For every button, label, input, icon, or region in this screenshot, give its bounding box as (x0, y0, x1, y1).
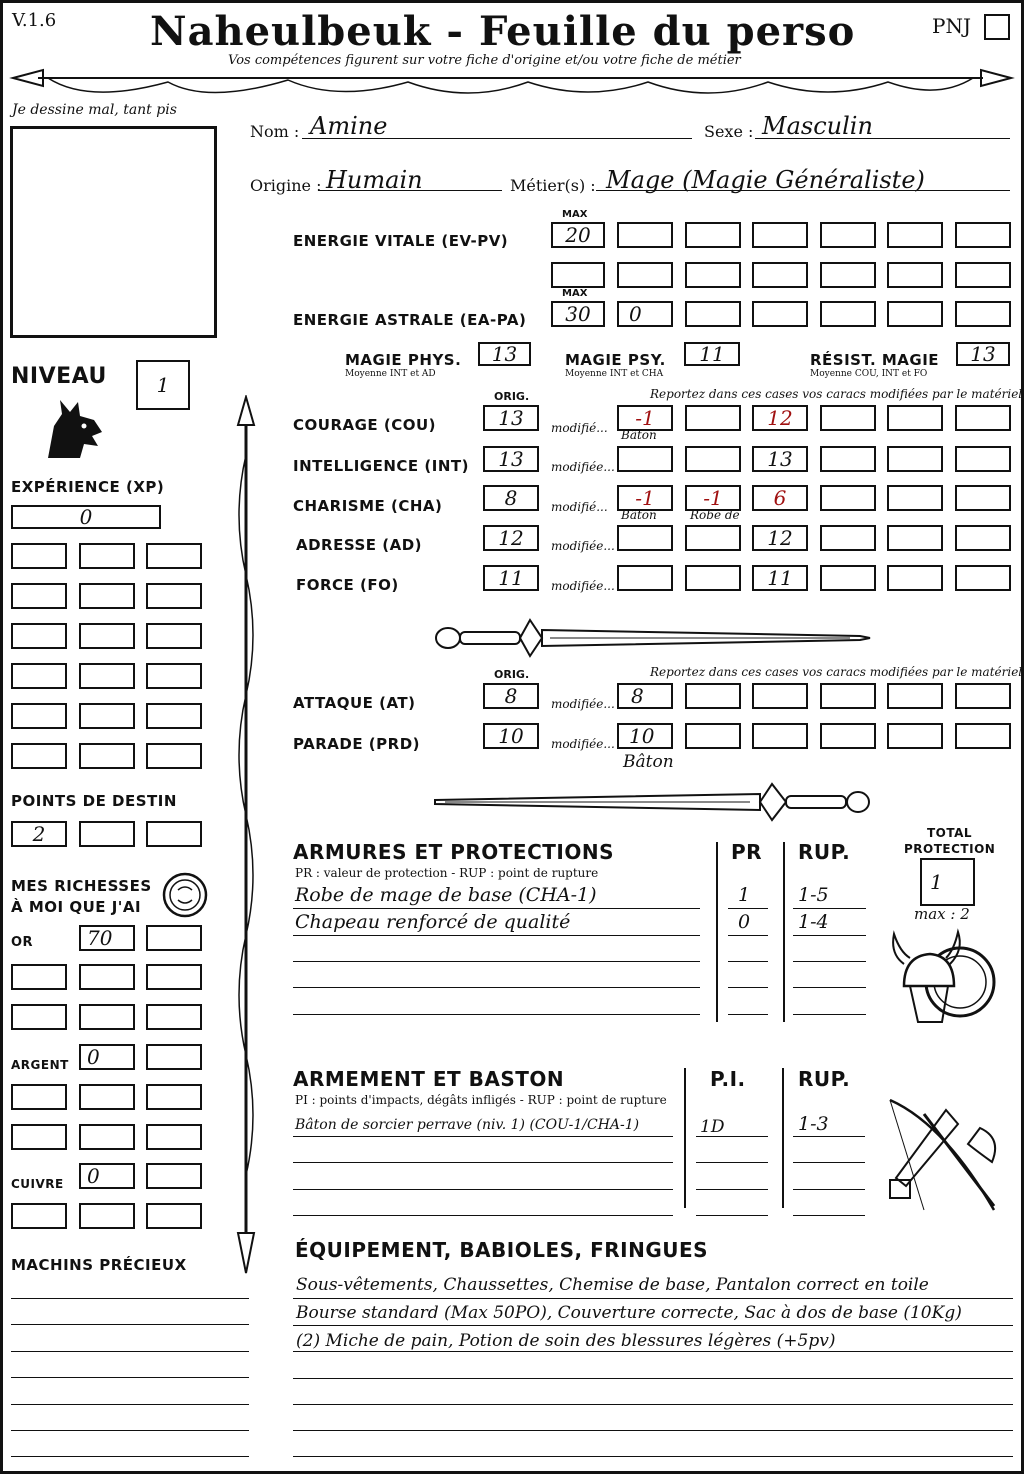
dragon-icon (40, 396, 106, 464)
armement-title: ARMEMENT ET BASTON (293, 1067, 565, 1091)
equipement-line[interactable] (293, 1378, 1013, 1379)
cuivre-box[interactable]: 0 (79, 1163, 135, 1189)
cha-mod-label: modifié... (551, 500, 608, 514)
armure-line[interactable] (293, 987, 700, 988)
xp-grid-box[interactable] (146, 623, 202, 649)
cha-mod1-note: Bâton (621, 508, 657, 522)
ad-label: ADRESSE (AD) (296, 536, 423, 554)
sexe-value[interactable]: Masculin (762, 112, 873, 140)
xp-grid-box[interactable] (146, 703, 202, 729)
nom-value[interactable]: Amine (310, 112, 388, 140)
armure-rup-line (793, 1014, 866, 1015)
prd-box[interactable] (955, 723, 1011, 749)
int-mod-box[interactable] (887, 446, 943, 472)
armure-line[interactable] (293, 961, 700, 962)
int-label: INTELLIGENCE (INT) (293, 457, 469, 475)
ad-mod-box[interactable] (887, 525, 943, 551)
metier-label: Métier(s) : (510, 176, 596, 195)
pnj-label: PNJ (932, 14, 971, 38)
total-protection-label-1: TOTAL (927, 826, 973, 840)
pnj-checkbox[interactable] (984, 14, 1010, 40)
argent-box[interactable] (79, 1124, 135, 1150)
armure-rup-line (793, 987, 866, 988)
armure-rup[interactable]: 1-5 (798, 884, 829, 906)
prd-box[interactable] (685, 723, 741, 749)
armure-rup-line (793, 935, 866, 936)
machins-line[interactable] (11, 1377, 249, 1378)
magie-psy-label: MAGIE PSY. (565, 351, 666, 369)
armures-rup-label: RUP. (798, 840, 851, 864)
armure-pr-line (728, 935, 768, 936)
cha-label: CHARISME (CHA) (293, 497, 443, 515)
cuivre-box[interactable] (146, 1203, 202, 1229)
sword-illustration (430, 612, 875, 662)
arme-name[interactable]: Bâton de sorcier perrave (niv. 1) (COU-1/CHA-1) (295, 1117, 640, 1133)
equipement-title: ÉQUIPEMENT, BABIOLES, FRINGUES (295, 1238, 709, 1262)
at-mod-label: modifiée... (551, 697, 615, 711)
cha-final-box[interactable]: 6 (752, 485, 808, 511)
xp-grid-box[interactable] (146, 663, 202, 689)
or-label: OR (11, 935, 34, 950)
arme-pi-line (696, 1215, 768, 1216)
at-box[interactable] (752, 683, 808, 709)
arme-rup-line (793, 1136, 865, 1137)
niveau-box[interactable]: 1 (136, 360, 190, 410)
armure-line (293, 935, 700, 936)
armure-pr[interactable]: 1 (738, 884, 751, 906)
armement-divider (782, 1068, 784, 1208)
cha-mod2-box[interactable]: -1 (685, 485, 741, 511)
ea-max-box[interactable]: 30 (551, 301, 605, 327)
prd-label: PARADE (PRD) (293, 735, 421, 753)
ad-mod-box[interactable] (685, 525, 741, 551)
resist-magie-box[interactable]: 13 (956, 342, 1010, 366)
armure-line (293, 908, 700, 909)
magie-phys-note: Moyenne INT et AD (345, 369, 436, 379)
at-label: ATTAQUE (AT) (293, 694, 416, 712)
argent-box[interactable] (79, 1084, 135, 1110)
fo-mod-box[interactable] (955, 565, 1011, 591)
ev-box[interactable] (752, 222, 808, 248)
equipement-line-text[interactable]: Bourse standard (Max 50PO), Couverture correcte, Sac à dos de base (10Kg) (296, 1303, 962, 1323)
ad-mod-box[interactable] (955, 525, 1011, 551)
magie-psy-box[interactable]: 11 (684, 342, 740, 366)
or-box[interactable] (146, 925, 202, 951)
int-orig-box[interactable]: 13 (483, 446, 539, 472)
cou-mod-box[interactable] (955, 405, 1011, 431)
magie-phys-label: MAGIE PHYS. (345, 351, 462, 369)
machins-line[interactable] (11, 1351, 249, 1352)
arme-pi-line (696, 1162, 768, 1163)
combat-report-note: Reportez dans ces cases vos caracs modifiées par le matériel (650, 665, 1023, 679)
version-label: V.1.6 (12, 10, 57, 31)
armures-note: PR : valeur de protection - RUP : point de rupture (295, 866, 599, 880)
ea-label: ENERGIE ASTRALE (EA-PA) (293, 311, 527, 329)
cou-orig-box[interactable]: 13 (483, 405, 539, 431)
arme-line[interactable] (293, 1215, 673, 1216)
nom-underline (302, 138, 692, 139)
caracs-report-note: Reportez dans ces cases vos caracs modifiées par le matériel (650, 387, 1023, 401)
equipement-line-text[interactable]: (2) Miche de pain, Potion de soin des blessures légères (+5pv) (296, 1331, 836, 1351)
ev-label: ENERGIE VITALE (EV-PV) (293, 232, 509, 250)
ea-box[interactable] (955, 301, 1011, 327)
prd-orig-box[interactable]: 10 (483, 723, 539, 749)
ev-box[interactable] (887, 262, 943, 288)
armure-pr-line (728, 908, 768, 909)
ev-box[interactable] (955, 262, 1011, 288)
destin-box[interactable] (79, 821, 135, 847)
cha-mod-box[interactable] (887, 485, 943, 511)
int-mod-box[interactable] (685, 446, 741, 472)
or-box[interactable] (146, 964, 202, 990)
machins-line[interactable] (11, 1456, 249, 1457)
cuivre-box[interactable] (79, 1203, 135, 1229)
machins-line[interactable] (11, 1324, 249, 1325)
fo-mod-label: modifiée... (551, 579, 615, 593)
combat-orig-label: ORIG. (494, 668, 530, 681)
at-mod-box[interactable]: 8 (617, 683, 673, 709)
machins-line[interactable] (11, 1430, 249, 1431)
arme-line[interactable] (293, 1162, 673, 1163)
cuivre-box[interactable] (11, 1203, 67, 1229)
origine-value[interactable]: Humain (326, 166, 423, 194)
xp-grid-box[interactable] (79, 543, 135, 569)
weapons-icon (884, 1094, 1004, 1216)
ea-max-label: MAX (562, 288, 588, 299)
resist-magie-label: RÉSIST. MAGIE (810, 351, 940, 369)
cuivre-box[interactable] (146, 1163, 202, 1189)
ea-box[interactable] (820, 301, 876, 327)
or-box[interactable] (11, 964, 67, 990)
xp-grid-box[interactable] (146, 583, 202, 609)
arme-pi[interactable]: 1D (700, 1117, 725, 1137)
argent-box[interactable]: 0 (79, 1044, 135, 1070)
xp-grid-box[interactable] (79, 663, 135, 689)
sword-illustration (430, 778, 875, 828)
or-box[interactable] (79, 964, 135, 990)
prd-mod-label: modifiée... (551, 737, 615, 751)
xp-grid-box[interactable] (146, 743, 202, 769)
ev-box[interactable] (685, 262, 741, 288)
xp-grid-box[interactable] (79, 583, 135, 609)
total-protection-max: max : 2 (914, 905, 970, 923)
prd-mod-box[interactable]: 10 (617, 723, 673, 749)
nom-label: Nom : (250, 122, 300, 141)
cou-mod-box[interactable] (887, 405, 943, 431)
caracs-orig-label: ORIG. (494, 390, 530, 403)
arme-line[interactable] (293, 1189, 673, 1190)
argent-box[interactable] (11, 1124, 67, 1150)
ev-box[interactable] (617, 262, 673, 288)
equipement-line[interactable] (293, 1404, 1013, 1405)
cou-mod1-note: Bâton (621, 428, 657, 442)
prd-box[interactable] (887, 723, 943, 749)
ev-box[interactable] (551, 262, 605, 288)
armure-pr-line (728, 961, 768, 962)
niveau-label: NIVEAU (11, 364, 107, 389)
or-box[interactable] (79, 1004, 135, 1030)
int-mod-box[interactable] (617, 446, 673, 472)
armure-name[interactable]: Chapeau renforcé de qualité (295, 911, 571, 933)
xp-box[interactable]: 0 (11, 505, 161, 529)
ev-box[interactable] (685, 222, 741, 248)
prd-note: Bâton (623, 752, 674, 772)
xp-grid-box[interactable] (11, 583, 67, 609)
cha-mod-box[interactable] (820, 485, 876, 511)
argent-box[interactable] (146, 1124, 202, 1150)
vertical-spear-ornament (226, 395, 266, 1275)
at-box[interactable] (887, 683, 943, 709)
arme-line (293, 1136, 673, 1137)
sexe-underline (755, 138, 1010, 139)
argent-box[interactable] (146, 1084, 202, 1110)
at-box[interactable] (685, 683, 741, 709)
total-protection-box[interactable]: 1 (920, 858, 975, 906)
int-mod-box[interactable] (955, 446, 1011, 472)
xp-label: EXPÉRIENCE (XP) (11, 478, 165, 496)
ad-mod-box[interactable] (617, 525, 673, 551)
arme-rup-line (793, 1189, 865, 1190)
arme-pi-line (696, 1189, 768, 1190)
ad-final-box[interactable]: 12 (752, 525, 808, 551)
cha-mod-box[interactable] (955, 485, 1011, 511)
machins-line[interactable] (11, 1404, 249, 1405)
int-mod-box[interactable] (820, 446, 876, 472)
armures-title: ARMURES ET PROTECTIONS (293, 840, 614, 864)
origine-label: Origine : (250, 176, 322, 195)
origine-underline (318, 190, 502, 191)
cuivre-label: CUIVRE (11, 1177, 64, 1191)
ad-orig-box[interactable]: 12 (483, 525, 539, 551)
ad-mod-box[interactable] (820, 525, 876, 551)
ev-max-box[interactable]: 20 (551, 222, 605, 248)
ev-max-label: MAX (562, 209, 588, 220)
xp-grid-box[interactable] (79, 623, 135, 649)
argent-box[interactable] (11, 1084, 67, 1110)
armures-divider (783, 842, 785, 1022)
equipement-line (293, 1325, 1013, 1326)
ea-current-box[interactable]: 0 (617, 301, 673, 327)
cha-orig-box[interactable]: 8 (483, 485, 539, 511)
armure-line[interactable] (293, 1014, 700, 1015)
metier-underline (596, 190, 1010, 191)
armement-pi-label: P.I. (710, 1067, 746, 1091)
arme-rup-line (793, 1162, 865, 1163)
destin-box[interactable] (146, 821, 202, 847)
sexe-label: Sexe : (704, 122, 754, 141)
cou-mod1-box[interactable]: -1 (617, 405, 673, 431)
fo-final-box[interactable]: 11 (752, 565, 808, 591)
fo-mod-box[interactable] (820, 565, 876, 591)
equipement-line-text[interactable]: Sous-vêtements, Chaussettes, Chemise de base, Pantalon correct en toile (296, 1275, 929, 1295)
machins-line[interactable] (11, 1298, 249, 1299)
resist-magie-note: Moyenne COU, INT et FO (810, 369, 928, 379)
sheet-title: Naheulbeuk - Feuille du perso (150, 8, 856, 55)
magie-phys-box[interactable]: 13 (478, 342, 531, 366)
cou-final-box[interactable]: 12 (752, 405, 808, 431)
ev-box[interactable] (617, 222, 673, 248)
coin-icon (160, 870, 210, 920)
ev-box[interactable] (820, 222, 876, 248)
cou-mod-box[interactable] (685, 405, 741, 431)
destin-box[interactable]: 2 (11, 821, 67, 847)
cou-mod-label: modifié... (551, 421, 608, 435)
ea-box[interactable] (887, 301, 943, 327)
armement-rup-label: RUP. (798, 1067, 851, 1091)
armures-divider (716, 842, 718, 1022)
or-box[interactable] (146, 1004, 202, 1030)
armure-rup-line (793, 908, 866, 909)
int-mod-label: modifiée... (551, 460, 615, 474)
equipement-line (293, 1298, 1013, 1299)
argent-label: ARGENT (11, 1058, 69, 1072)
header-spear-ornament (8, 64, 1016, 104)
helmet-shield-icon (888, 928, 1000, 1028)
fo-label: FORCE (FO) (296, 576, 399, 594)
at-box[interactable] (820, 683, 876, 709)
arme-rup[interactable]: 1-3 (798, 1113, 829, 1135)
armure-rup-line (793, 961, 866, 962)
magie-psy-note: Moyenne INT et CHA (565, 369, 664, 379)
fo-mod-box[interactable] (685, 565, 741, 591)
armure-pr-line (728, 987, 768, 988)
armement-note: PI : points d'impacts, dégâts infligés - RUP : point de rupture (295, 1093, 667, 1107)
cou-mod-box[interactable] (820, 405, 876, 431)
portrait-caption: Je dessine mal, tant pis (12, 102, 177, 118)
xp-grid-box[interactable] (11, 703, 67, 729)
ea-box[interactable] (685, 301, 741, 327)
at-orig-box[interactable]: 8 (483, 683, 539, 709)
ev-box[interactable] (752, 262, 808, 288)
armure-rup[interactable]: 1-4 (798, 911, 829, 933)
int-final-box[interactable]: 13 (752, 446, 808, 472)
at-box[interactable] (955, 683, 1011, 709)
armement-divider (684, 1068, 686, 1208)
arme-rup-line (793, 1215, 865, 1216)
prd-box[interactable] (752, 723, 808, 749)
xp-grid-box[interactable] (11, 663, 67, 689)
xp-grid-box[interactable] (11, 543, 67, 569)
fo-orig-box[interactable]: 11 (483, 565, 539, 591)
machins-label: MACHINS PRÉCIEUX (11, 1256, 187, 1274)
richesses-label-1: MES RICHESSES (11, 877, 152, 895)
cha-mod2-note: Robe de (690, 508, 740, 522)
fo-mod-box[interactable] (887, 565, 943, 591)
destin-label: POINTS DE DESTIN (11, 792, 177, 810)
portrait-box[interactable] (10, 126, 217, 338)
ev-box[interactable] (955, 222, 1011, 248)
ev-box[interactable] (887, 222, 943, 248)
metier-value[interactable]: Mage (Magie Généraliste) (606, 166, 925, 194)
cha-mod1-box[interactable]: -1 (617, 485, 673, 511)
or-box[interactable]: 70 (79, 925, 135, 951)
equipement-line[interactable] (293, 1456, 1013, 1457)
equipement-line (293, 1351, 1013, 1352)
xp-grid-box[interactable] (11, 743, 67, 769)
total-protection-label-2: PROTECTION (904, 842, 996, 856)
or-box[interactable] (11, 1004, 67, 1030)
ea-box[interactable] (752, 301, 808, 327)
cou-label: COURAGE (COU) (293, 416, 437, 434)
armure-pr-line (728, 1014, 768, 1015)
xp-grid-box[interactable] (146, 543, 202, 569)
armures-pr-label: PR (731, 840, 763, 864)
richesses-label-2: À MOI QUE J'AI (11, 898, 142, 916)
fo-mod-box[interactable] (617, 565, 673, 591)
prd-box[interactable] (820, 723, 876, 749)
armure-pr[interactable]: 0 (738, 911, 751, 933)
armure-name[interactable]: Robe de mage de base (CHA-1) (295, 884, 597, 906)
equipement-line[interactable] (293, 1430, 1013, 1431)
arme-pi-line (696, 1136, 768, 1137)
sheet-subtitle: Vos compétences figurent sur votre fiche d'origine et/ou votre fiche de métier (228, 53, 741, 68)
xp-grid-box[interactable] (79, 703, 135, 729)
argent-box[interactable] (146, 1044, 202, 1070)
ad-mod-label: modifiée... (551, 539, 615, 553)
xp-grid-box[interactable] (11, 623, 67, 649)
xp-grid-box[interactable] (79, 743, 135, 769)
ev-box[interactable] (820, 262, 876, 288)
